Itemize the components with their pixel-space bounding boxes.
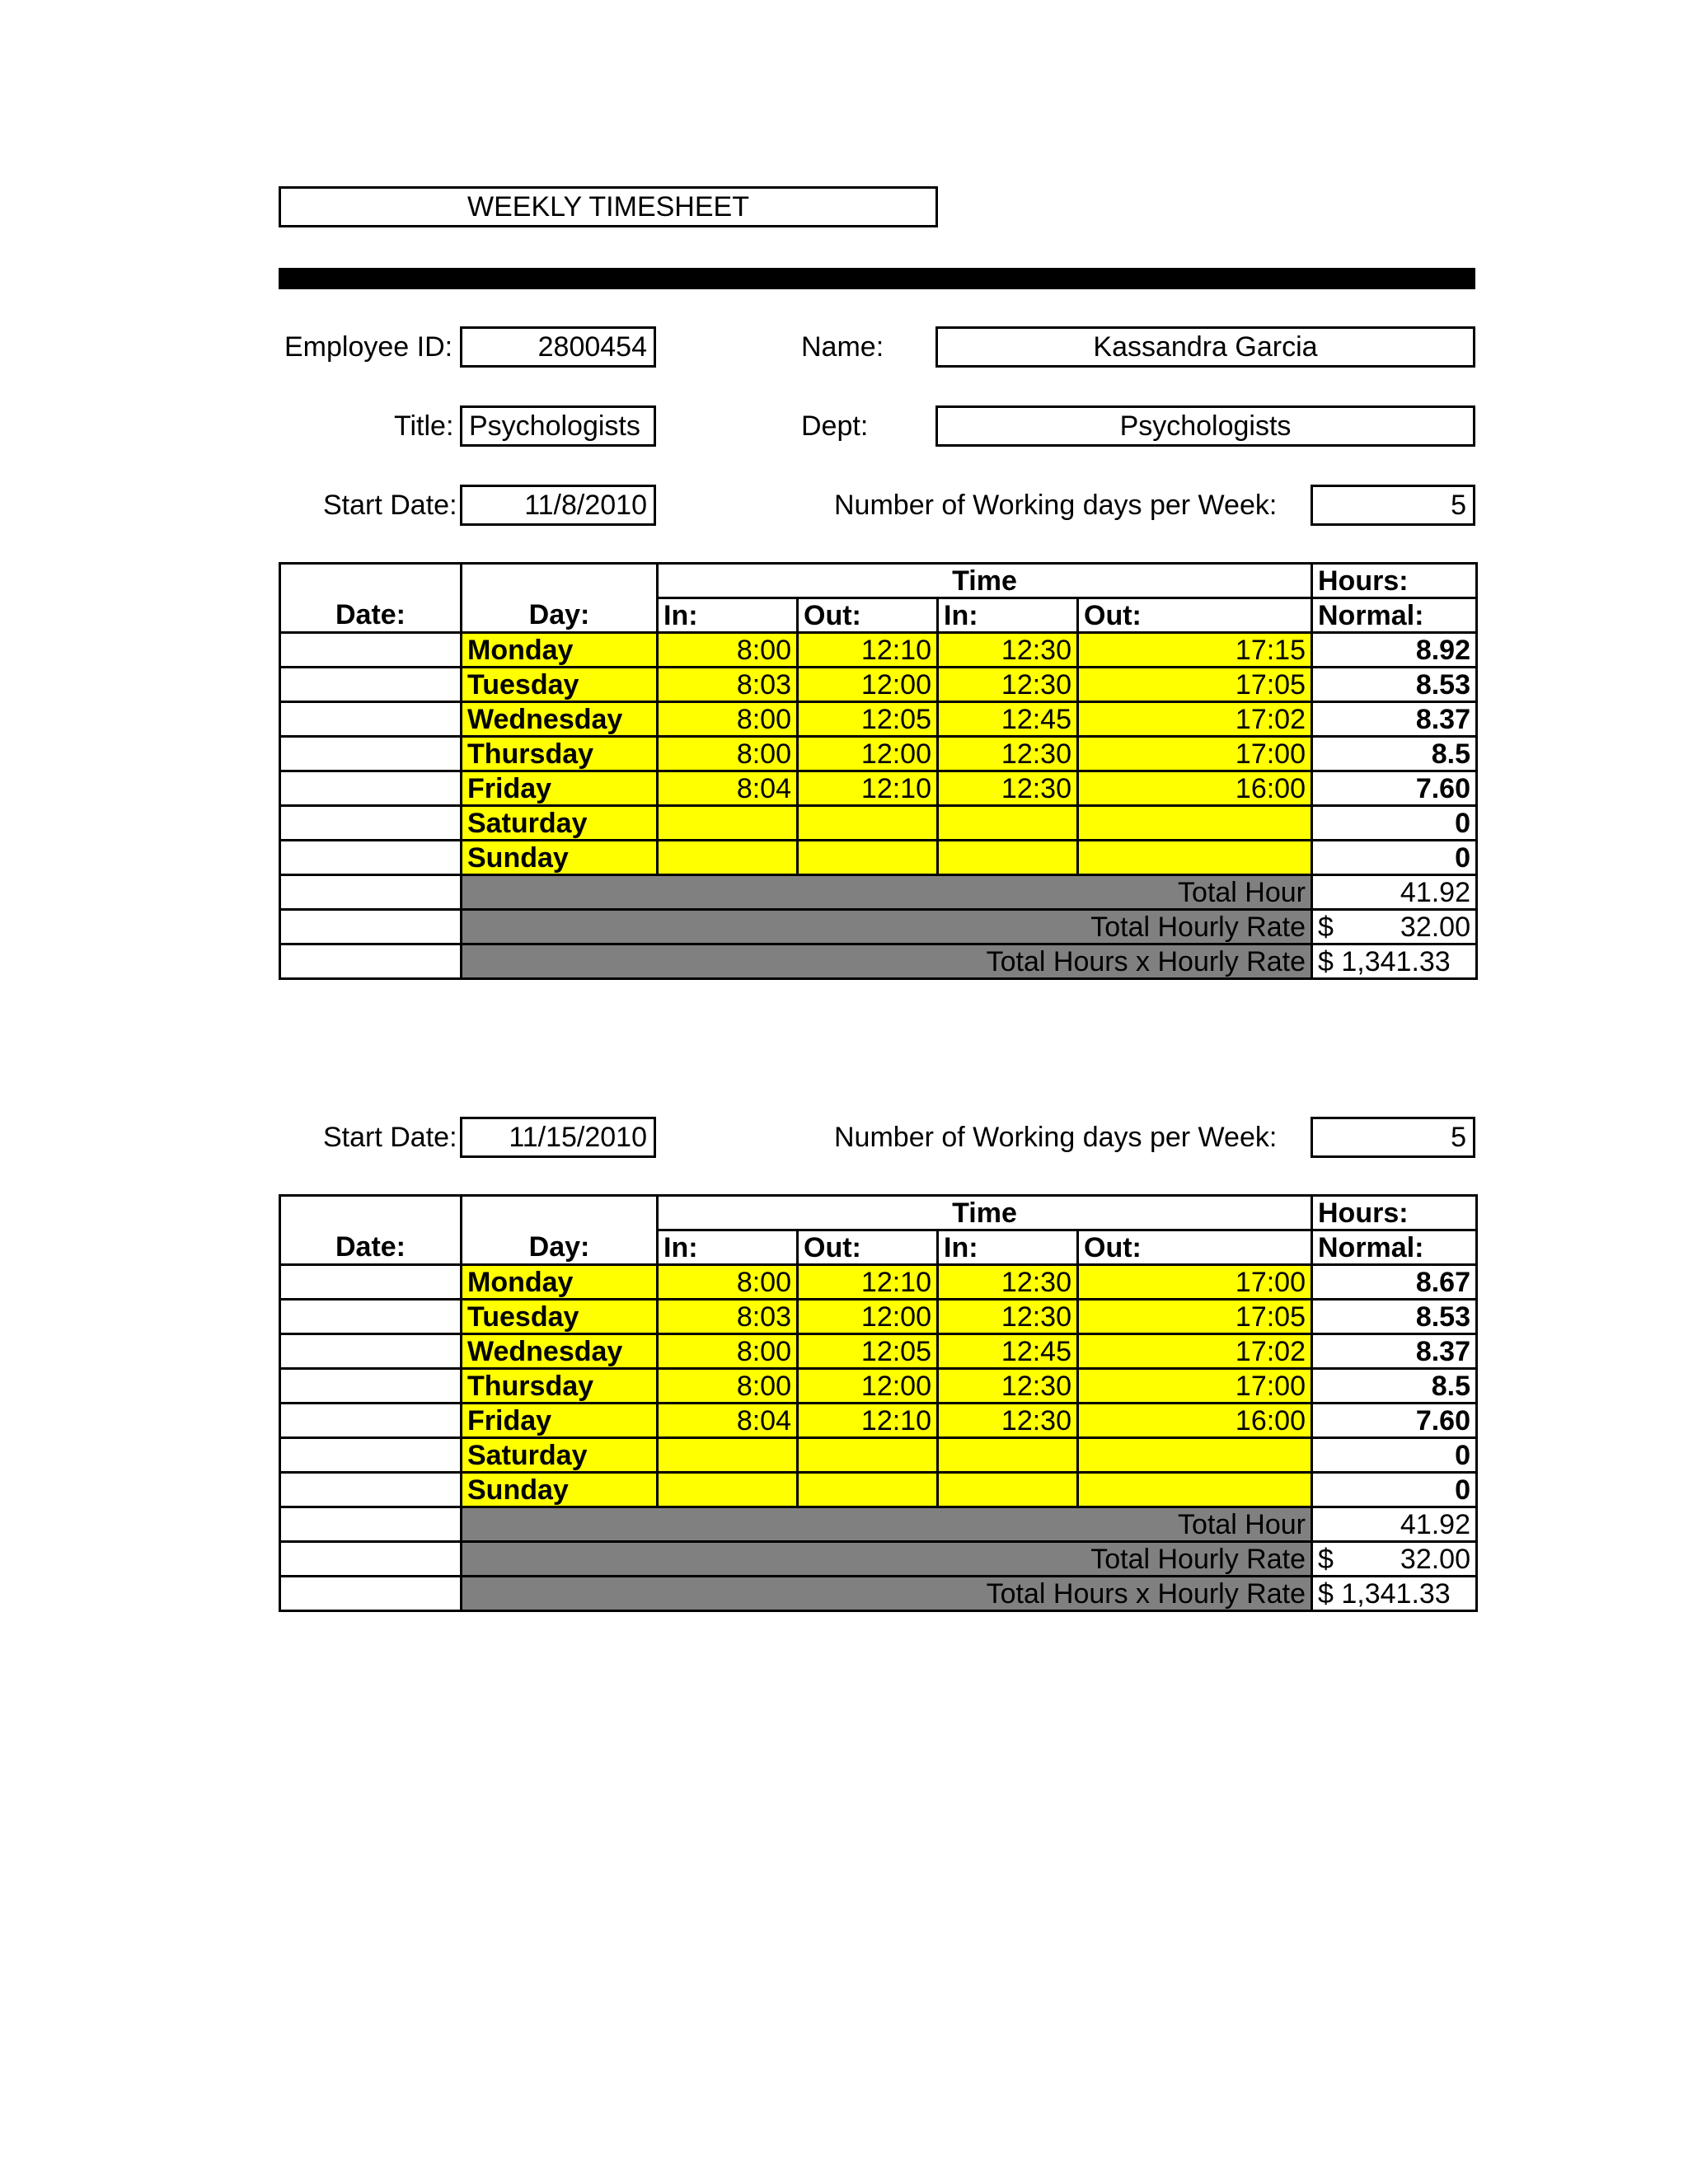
day-cell: Tuesday (462, 668, 658, 702)
date-cell[interactable] (280, 702, 462, 737)
in-1-cell[interactable]: 8:00 (658, 737, 798, 771)
date-cell (280, 1507, 462, 1542)
out-1-cell[interactable] (798, 1473, 938, 1507)
in-2-cell[interactable] (938, 1473, 1078, 1507)
dept-label: Dept: (801, 410, 869, 442)
in-2-header: In: (938, 1230, 1078, 1265)
out-2-cell[interactable] (1078, 1473, 1312, 1507)
table-row (280, 806, 1477, 841)
day-cell: Saturday (462, 1438, 658, 1473)
table-row (280, 1265, 1477, 1300)
working-days-label: Number of Working days per Week: (834, 490, 1278, 521)
in-1-cell[interactable]: 8:04 (658, 771, 798, 806)
in-1-cell[interactable] (658, 806, 798, 841)
out-1-cell[interactable] (798, 1438, 938, 1473)
in-2-cell[interactable]: 12:45 (938, 1334, 1078, 1369)
in-2-cell[interactable]: 12:30 (938, 1265, 1078, 1300)
hours-cell: 8.5 (1312, 1369, 1477, 1404)
hours-cell: 0 (1312, 806, 1477, 841)
in-1-header: In: (658, 1230, 798, 1265)
out-2-cell[interactable] (1078, 806, 1312, 841)
name-field[interactable]: Kassandra Garcia (935, 326, 1475, 368)
date-cell (280, 875, 462, 910)
date-cell[interactable] (280, 1404, 462, 1438)
in-1-cell[interactable]: 8:00 (658, 633, 798, 668)
day-cell: Thursday (462, 737, 658, 771)
hours-cell: 7.60 (1312, 1404, 1477, 1438)
day-cell: Monday (462, 633, 658, 668)
hourly-rate-value (1312, 910, 1477, 944)
hourly-rate-label: Total Hourly Rate (462, 910, 1312, 944)
table-row (280, 1369, 1477, 1404)
title-field[interactable]: Psychologists (460, 405, 656, 447)
date-header-top (280, 1196, 462, 1230)
out-2-header: Out: (1078, 1230, 1312, 1265)
total-hour-label: Total Hour (462, 875, 1312, 910)
table-row (280, 737, 1477, 771)
out-1-cell[interactable]: 12:05 (798, 1334, 938, 1369)
out-1-header: Out: (798, 1230, 938, 1265)
date-cell[interactable] (280, 737, 462, 771)
in-1-cell[interactable]: 8:04 (658, 1404, 798, 1438)
in-1-cell[interactable]: 8:00 (658, 1369, 798, 1404)
normal-header: Normal: (1312, 1230, 1477, 1265)
day-cell: Monday (462, 1265, 658, 1300)
total-hour-row (280, 875, 1477, 910)
in-1-cell[interactable]: 8:00 (658, 1265, 798, 1300)
hours-cell: 0 (1312, 841, 1477, 875)
out-2-cell[interactable]: 17:15 (1078, 633, 1312, 668)
out-2-cell[interactable]: 17:00 (1078, 737, 1312, 771)
timesheet-table-week-2 (279, 1194, 1478, 1612)
day-header: Day: (462, 1230, 658, 1265)
hours-cell: 0 (1312, 1438, 1477, 1473)
timesheet-title: WEEKLY TIMESHEET (279, 186, 938, 227)
date-header-top (280, 564, 462, 598)
table-row (280, 1438, 1477, 1473)
hours-cell: 0 (1312, 1473, 1477, 1507)
in-2-cell[interactable]: 12:45 (938, 702, 1078, 737)
day-cell: Thursday (462, 1369, 658, 1404)
date-cell (280, 910, 462, 944)
out-2-cell[interactable]: 16:00 (1078, 1404, 1312, 1438)
hours-cell: 8.92 (1312, 633, 1477, 668)
day-cell: Wednesday (462, 702, 658, 737)
working-days-label: Number of Working days per Week: (834, 1122, 1278, 1153)
day-cell: Tuesday (462, 1300, 658, 1334)
in-2-cell[interactable]: 12:30 (938, 737, 1078, 771)
in-2-cell[interactable]: 12:30 (938, 771, 1078, 806)
header-divider-bar (279, 268, 1475, 289)
total-pay-row (280, 1577, 1477, 1611)
date-cell[interactable] (280, 668, 462, 702)
day-cell: Saturday (462, 806, 658, 841)
day-cell: Friday (462, 1404, 658, 1438)
out-1-cell[interactable]: 12:10 (798, 1404, 938, 1438)
normal-header: Normal: (1312, 598, 1477, 633)
total-hour-value: 41.92 (1312, 1507, 1477, 1542)
in-1-header: In: (658, 598, 798, 633)
in-2-cell[interactable] (938, 841, 1078, 875)
date-cell[interactable] (280, 1438, 462, 1473)
table-row (280, 1473, 1477, 1507)
hourly-rate-amount: 32.00 (1400, 911, 1470, 943)
hourly-rate-row (280, 910, 1477, 944)
date-header: Date: (280, 598, 462, 633)
date-cell[interactable] (280, 1300, 462, 1334)
date-cell (280, 944, 462, 979)
out-2-header: Out: (1078, 598, 1312, 633)
date-cell[interactable] (280, 1473, 462, 1507)
out-1-cell[interactable]: 12:10 (798, 1265, 938, 1300)
working-days-field[interactable]: 5 (1311, 1117, 1475, 1158)
out-2-cell[interactable] (1078, 1438, 1312, 1473)
out-1-cell[interactable]: 12:00 (798, 1300, 938, 1334)
total-pay-value: $ 1,341.33 (1312, 944, 1477, 979)
hours-cell: 8.37 (1312, 702, 1477, 737)
total-pay-value: $ 1,341.33 (1312, 1577, 1477, 1611)
day-cell: Wednesday (462, 1334, 658, 1369)
hours-header: Hours: (1312, 1196, 1477, 1230)
out-2-cell[interactable]: 17:02 (1078, 702, 1312, 737)
out-1-cell[interactable]: 12:00 (798, 737, 938, 771)
hourly-rate-row (280, 1542, 1477, 1577)
day-header-top (462, 564, 658, 598)
table-row (280, 841, 1477, 875)
out-2-cell[interactable] (1078, 841, 1312, 875)
hourly-rate-value (1312, 1542, 1477, 1577)
table-row (280, 1334, 1477, 1369)
hours-cell: 8.53 (1312, 668, 1477, 702)
table-row (280, 1300, 1477, 1334)
hours-cell: 7.60 (1312, 771, 1477, 806)
in-2-cell[interactable]: 12:30 (938, 1404, 1078, 1438)
out-1-cell[interactable] (798, 841, 938, 875)
in-2-cell[interactable] (938, 1438, 1078, 1473)
hourly-rate-amount: 32.00 (1400, 1543, 1470, 1575)
total-pay-row (280, 944, 1477, 979)
total-pay-label: Total Hours x Hourly Rate (462, 1577, 1312, 1611)
in-1-cell[interactable]: 8:03 (658, 1300, 798, 1334)
out-1-header: Out: (798, 598, 938, 633)
timesheet-table-week-1 (279, 562, 1478, 980)
date-cell[interactable] (280, 1334, 462, 1369)
in-2-cell[interactable]: 12:30 (938, 668, 1078, 702)
date-cell[interactable] (280, 633, 462, 668)
working-days-field[interactable]: 5 (1311, 485, 1475, 526)
day-cell: Sunday (462, 1473, 658, 1507)
hours-cell: 8.53 (1312, 1300, 1477, 1334)
total-hour-row (280, 1507, 1477, 1542)
total-pay-label: Total Hours x Hourly Rate (462, 944, 1312, 979)
out-1-cell[interactable]: 12:10 (798, 771, 938, 806)
in-2-header: In: (938, 598, 1078, 633)
in-1-cell[interactable] (658, 1473, 798, 1507)
day-cell: Sunday (462, 841, 658, 875)
day-header: Day: (462, 598, 658, 633)
out-1-cell[interactable]: 12:00 (798, 668, 938, 702)
date-cell (280, 1577, 462, 1611)
out-1-cell[interactable]: 12:10 (798, 633, 938, 668)
start-date-label: Start Date: (323, 490, 457, 521)
title-label: Title: (394, 410, 454, 442)
in-1-cell[interactable]: 8:00 (658, 1334, 798, 1369)
currency-symbol: $ (1318, 911, 1334, 943)
day-cell: Friday (462, 771, 658, 806)
table-row (280, 633, 1477, 668)
currency-symbol: $ (1318, 1543, 1334, 1575)
start-date-field[interactable]: 11/15/2010 (460, 1117, 656, 1158)
hours-header: Hours: (1312, 564, 1477, 598)
in-1-cell[interactable] (658, 1438, 798, 1473)
out-1-cell[interactable]: 12:00 (798, 1369, 938, 1404)
time-header: Time (658, 564, 1312, 598)
employee-id-label: Employee ID: (284, 331, 453, 363)
table-row (280, 1404, 1477, 1438)
hours-cell: 8.67 (1312, 1265, 1477, 1300)
total-hour-value: 41.92 (1312, 875, 1477, 910)
out-1-cell[interactable]: 12:05 (798, 702, 938, 737)
in-1-cell[interactable]: 8:03 (658, 668, 798, 702)
date-cell[interactable] (280, 806, 462, 841)
date-cell[interactable] (280, 841, 462, 875)
in-2-cell[interactable] (938, 806, 1078, 841)
date-cell (280, 1542, 462, 1577)
day-header-top (462, 1196, 658, 1230)
employee-id-field[interactable]: 2800454 (460, 326, 656, 368)
hours-cell: 8.37 (1312, 1334, 1477, 1369)
out-2-cell[interactable]: 17:00 (1078, 1265, 1312, 1300)
dept-field[interactable]: Psychologists (935, 405, 1475, 447)
table-row (280, 702, 1477, 737)
out-2-cell[interactable]: 16:00 (1078, 771, 1312, 806)
date-header: Date: (280, 1230, 462, 1265)
out-2-cell[interactable]: 17:05 (1078, 1300, 1312, 1334)
out-2-cell[interactable]: 17:05 (1078, 668, 1312, 702)
out-2-cell[interactable]: 17:00 (1078, 1369, 1312, 1404)
time-header: Time (658, 1196, 1312, 1230)
in-2-cell[interactable]: 12:30 (938, 1300, 1078, 1334)
out-1-cell[interactable] (798, 806, 938, 841)
in-1-cell[interactable]: 8:00 (658, 702, 798, 737)
out-2-cell[interactable]: 17:02 (1078, 1334, 1312, 1369)
date-cell[interactable] (280, 1369, 462, 1404)
date-cell[interactable] (280, 771, 462, 806)
start-date-label: Start Date: (323, 1122, 457, 1153)
in-2-cell[interactable]: 12:30 (938, 1369, 1078, 1404)
in-1-cell[interactable] (658, 841, 798, 875)
total-hour-label: Total Hour (462, 1507, 1312, 1542)
start-date-field[interactable]: 11/8/2010 (460, 485, 656, 526)
hours-cell: 8.5 (1312, 737, 1477, 771)
in-2-cell[interactable]: 12:30 (938, 633, 1078, 668)
date-cell[interactable] (280, 1265, 462, 1300)
name-label: Name: (801, 331, 884, 363)
table-row (280, 668, 1477, 702)
table-row (280, 771, 1477, 806)
hourly-rate-label: Total Hourly Rate (462, 1542, 1312, 1577)
